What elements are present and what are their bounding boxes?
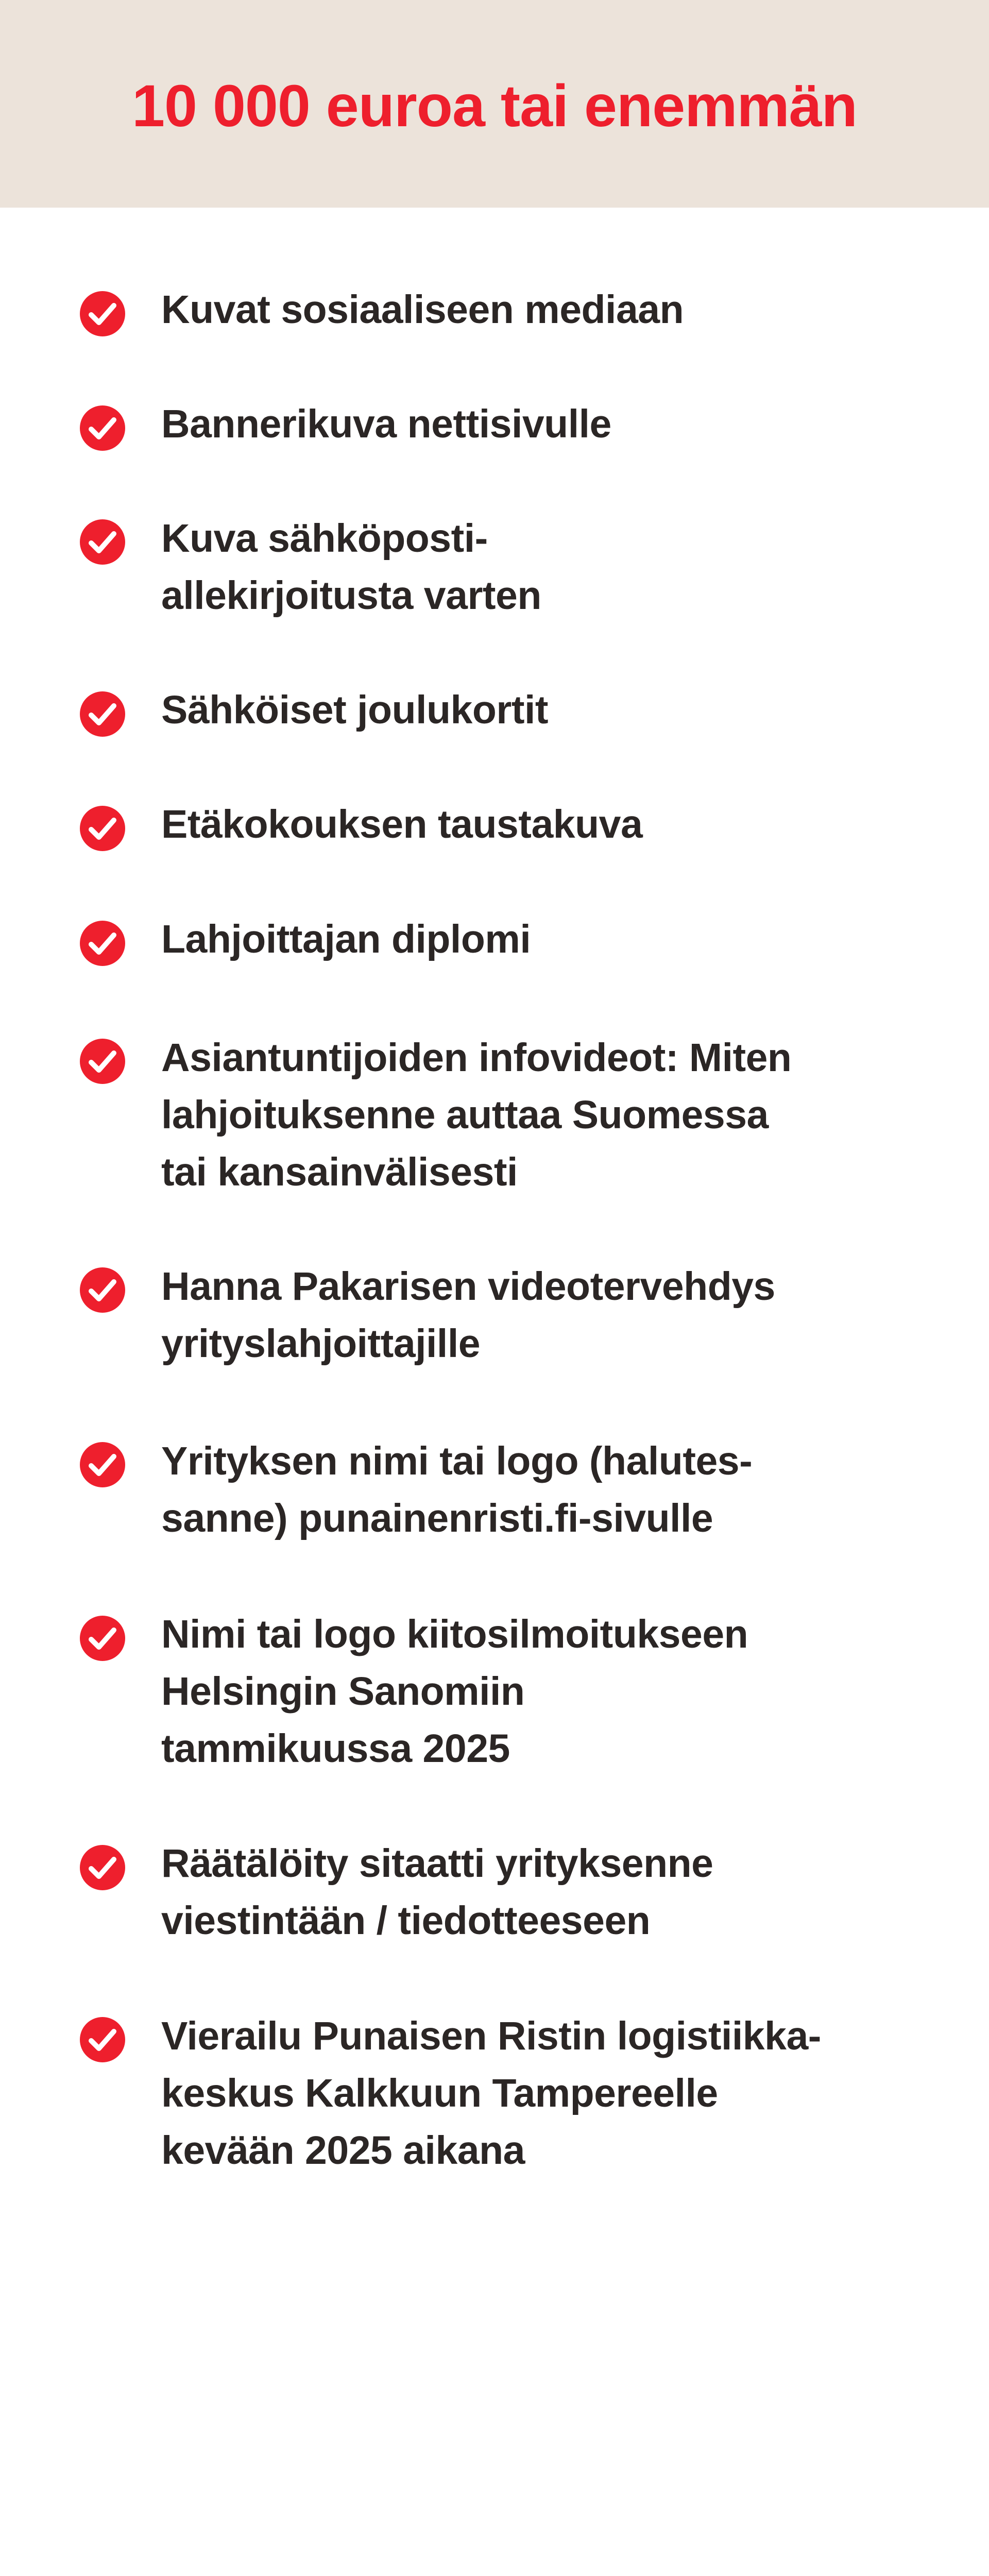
check-icon: [80, 405, 125, 451]
list-item-text: Kuvat sosiaaliseen mediaan: [161, 287, 684, 332]
check-icon: [80, 1616, 125, 1661]
check-icon: [80, 691, 125, 737]
check-icon: [80, 1845, 125, 1890]
list-item-text: Kuva sähköposti- allekirjoitusta varten: [161, 516, 541, 618]
list-item-text: Yrityksen nimi tai logo (halutes- sanne) punainenristi.fi-sivulle: [161, 1439, 753, 1540]
check-icon: [80, 1039, 125, 1084]
check-icon: [80, 1442, 125, 1487]
list-item-text: Räätälöity sitaatti yrityksenne viestintään / tiedotteeseen: [161, 1841, 713, 1943]
check-icon: [80, 291, 125, 336]
list-item-text: Sähköiset joulukortit: [161, 688, 549, 732]
check-icon: [80, 1267, 125, 1313]
list-item-text: Hanna Pakarisen videotervehdys yrityslahjoittajille: [161, 1264, 775, 1366]
check-icon: [80, 806, 125, 851]
check-icon: [80, 921, 125, 966]
check-icon: [80, 2017, 125, 2062]
list-item-text: Bannerikuva nettisivulle: [161, 402, 611, 446]
list-item-text: Nimi tai logo kiitosilmoitukseen Helsingin Sanomiin tammikuussa 2025: [161, 1612, 748, 1771]
check-icon: [80, 519, 125, 565]
list-item-text: Vierailu Punaisen Ristin logistiikka- keskus Kalkkuun Tampereelle kevään 2025 aikana: [161, 2014, 821, 2173]
list-item-text: Etäkokouksen taustakuva: [161, 802, 643, 846]
list-item-text: Asiantuntijoiden infovideot: Miten lahjoituksenne auttaa Suomessa tai kansainvälisesti: [161, 1036, 792, 1194]
list-item-text: Lahjoittajan diplomi: [161, 917, 531, 961]
page-title: 10 000 euroa tai enemmän: [132, 73, 857, 139]
